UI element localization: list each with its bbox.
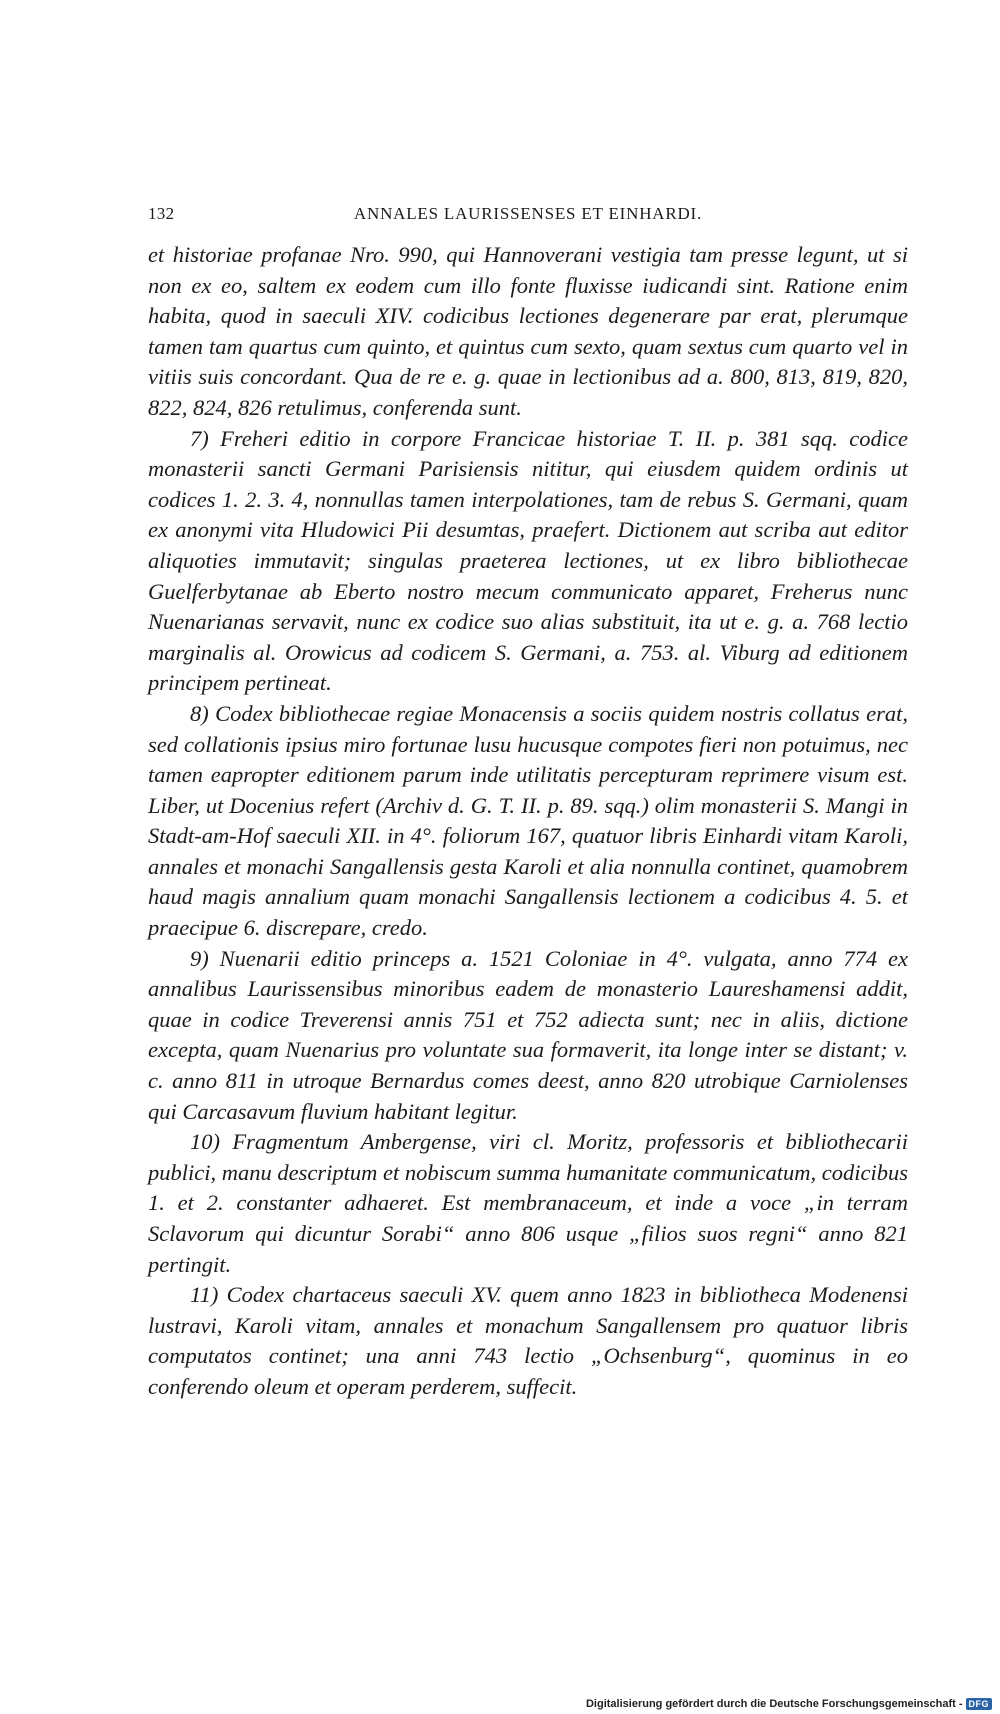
paragraph-continuation: et historiae profanae Nro. 990, qui Hannoverani vestigia tam presse legunt, ut si non ex eo, saltem ex eodem cum illo fonte fluxisse iudicandi sint. Ratione enim habita, quod in saeculi XIV. codicibus lectiones degenerare par erat, plerumque tamen tam quartus cum quinto, et quintus cum sexto, quam sextus cum quarto vel in vitiis suis concordant. Qua de re e. g. quae in lectionibus ad a. 800, 813, 819, 820, 822, 824, 826 retulimus, conferenda sunt.: [148, 242, 908, 420]
running-title: ANNALES LAURISSENSES ET EINHARDI.: [353, 204, 703, 223]
page-number: 132: [148, 204, 175, 223]
paragraph-10: 10) Fragmentum Ambergense, viri cl. Moritz, professoris et bibliothecarii publici, manu descriptum et nobiscum summa humanitate communicatum, codicibus 1. et 2. constanter adhaeret. Est membranaceum, et inde a voce „in terram Sclavorum qui dicuntur Sorabi“ anno 806 usque „filios suos regni“ anno 821 pertingit.: [148, 1129, 908, 1277]
page-header: [148, 204, 908, 230]
dfg-logo: DFG: [966, 1698, 993, 1710]
digitization-credit: [586, 1698, 992, 1710]
paragraph-9: 9) Nuenarii editio princeps a. 1521 Coloniae in 4°. vulgata, anno 774 ex annalibus Laurissensibus minoribus eadem de monasterio Laureshamensi addit, quae in codice Treverensi annis 751 et 752 adiecta sunt; nec in aliis, dictione excepta, quam Nuenarius pro voluntate sua formaverit, ita longe inter se distant; v. c. anno 811 in utroque Bernardus comes deest, anno 820 utrobique Carniolenses qui Carcasavum fluvium habitant legitur.: [148, 945, 908, 1124]
paragraph-7: 7) Freheri editio in corpore Francicae historiae T. II. p. 381 sqq. codice monasterii sancti Germani Parisiensis nititur, qui eiusdem quidem ordinis ut codices 1. 2. 3. 4, nonnullas tamen interpolationes, tam de rebus S. Germani, quam ex anonymi vita Hludowici Pii desumtas, praefert. Dictionem aut scriba aut editor aliquoties immutavit; singulas praeterea lectiones, ut ex libro bibliothecae Guelferbytanae ab Eberto nostro mecum communicato apparet, Freherus nunc Nuenarianas servavit, nunc ex codice suo alias substituit, ita ut e. g. a. 768 lectio marginalis al. Orowicus ad codicem S. Germani, a. 753. al. Viburg ad editionem principem pertineat.: [148, 425, 908, 696]
paragraph-11: 11) Codex chartaceus saeculi XV. quem anno 1823 in bibliotheca Modenensi lustravi, Karoli vitam, annales et monachum Sangallensem pro quatuor libris computatos continet; una anni 743 lectio „Ochsenburg“, quominus in eo conferendo oleum et operam perderem, suffecit.: [148, 1282, 908, 1399]
body-text: [148, 240, 908, 1403]
paragraph-8: 8) Codex bibliothecae regiae Monacensis a sociis quidem nostris collatus erat, sed collationis ipsius miro fortunae lusu hucusque compotes fieri non potuimus, nec tamen eapropter editionem parum inde utilitatis percepturam reprimere visum est. Liber, ut Docenius refert (Archiv d. G. T. II. p. 89. sqq.) olim monasterii S. Mangi in Stadt-am-Hof saeculi XII. in 4°. foliorum 167, quatuor libris Einhardi vitam Karoli, annales et monachi Sangallensis gesta Karoli et alia nonnulla continet, quamobrem haud magis annalium quam monachi Sangallensis lectionem a codicibus 4. 5. et praecipue 6. discrepare, credo.: [148, 700, 908, 941]
credit-text: Digitalisierung gefördert durch die Deutsche Forschungsgemeinschaft -: [585, 1698, 963, 1710]
